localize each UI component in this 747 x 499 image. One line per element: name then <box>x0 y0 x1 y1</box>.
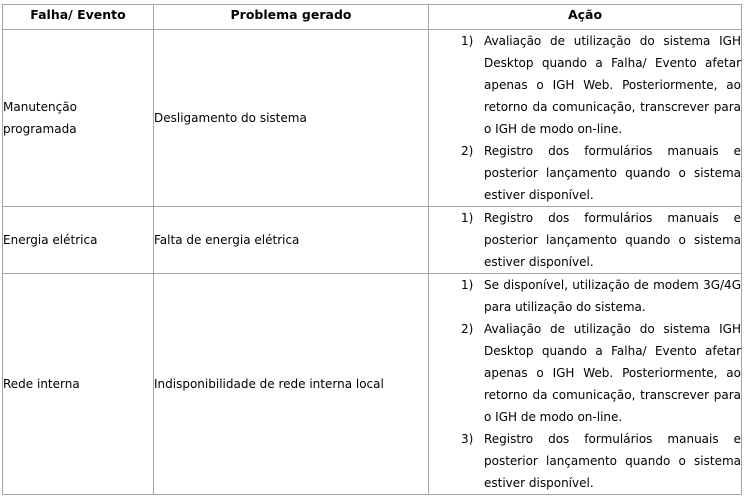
action-item <box>429 140 741 206</box>
action-text: Avaliação de utilização do sistema IGH Desktop quando a Falha/ Evento afetar apenas o IGH Web. Posteriormente, ao retorno da comunicação, transcrever para o IGH de modo on-line. <box>484 34 741 136</box>
action-list <box>429 207 741 273</box>
actions-cell <box>429 274 742 495</box>
event-cell: Energia elétrica <box>3 207 154 274</box>
header-falha-evento: Falha/ Evento <box>3 5 154 30</box>
action-text: Registro dos formulários manuais e posterior lançamento quando o sistema estiver disponível. <box>484 144 741 202</box>
event-cell: Rede interna <box>3 274 154 495</box>
action-text: Registro dos formulários manuais e posterior lançamento quando o sistema estiver disponível. <box>484 432 741 490</box>
table-header-row <box>3 5 742 30</box>
problem-cell: Indisponibilidade de rede interna local <box>154 274 429 495</box>
problem-cell: Falta de energia elétrica <box>154 207 429 274</box>
table-row <box>3 207 742 274</box>
action-list <box>429 30 741 206</box>
actions-cell <box>429 207 742 274</box>
event-cell: Manutenção programada <box>3 30 154 207</box>
header-acao: Ação <box>429 5 742 30</box>
action-number: 2) <box>461 322 474 336</box>
action-item <box>429 30 741 140</box>
action-text: Avaliação de utilização do sistema IGH Desktop quando a Falha/ Evento afetar apenas o IGH Web. Posteriormente, ao retorno da comunicação, transcrever para o IGH de modo on-line. <box>484 322 741 424</box>
action-item <box>429 428 741 494</box>
contingency-table <box>2 4 742 495</box>
action-number: 1) <box>461 34 474 48</box>
action-item <box>429 274 741 318</box>
action-item <box>429 207 741 273</box>
action-text: Registro dos formulários manuais e posterior lançamento quando o sistema estiver disponível. <box>484 211 741 269</box>
action-list <box>429 274 741 494</box>
table-row <box>3 30 742 207</box>
action-text: Se disponível, utilização de modem 3G/4G para utilização do sistema. <box>484 278 741 314</box>
header-problema-gerado: Problema gerado <box>154 5 429 30</box>
actions-cell <box>429 30 742 207</box>
table-row <box>3 274 742 495</box>
action-number: 2) <box>461 144 474 158</box>
action-item <box>429 318 741 428</box>
action-number: 3) <box>461 432 474 446</box>
action-number: 1) <box>461 211 474 225</box>
problem-cell: Desligamento do sistema <box>154 30 429 207</box>
action-number: 1) <box>461 278 474 292</box>
